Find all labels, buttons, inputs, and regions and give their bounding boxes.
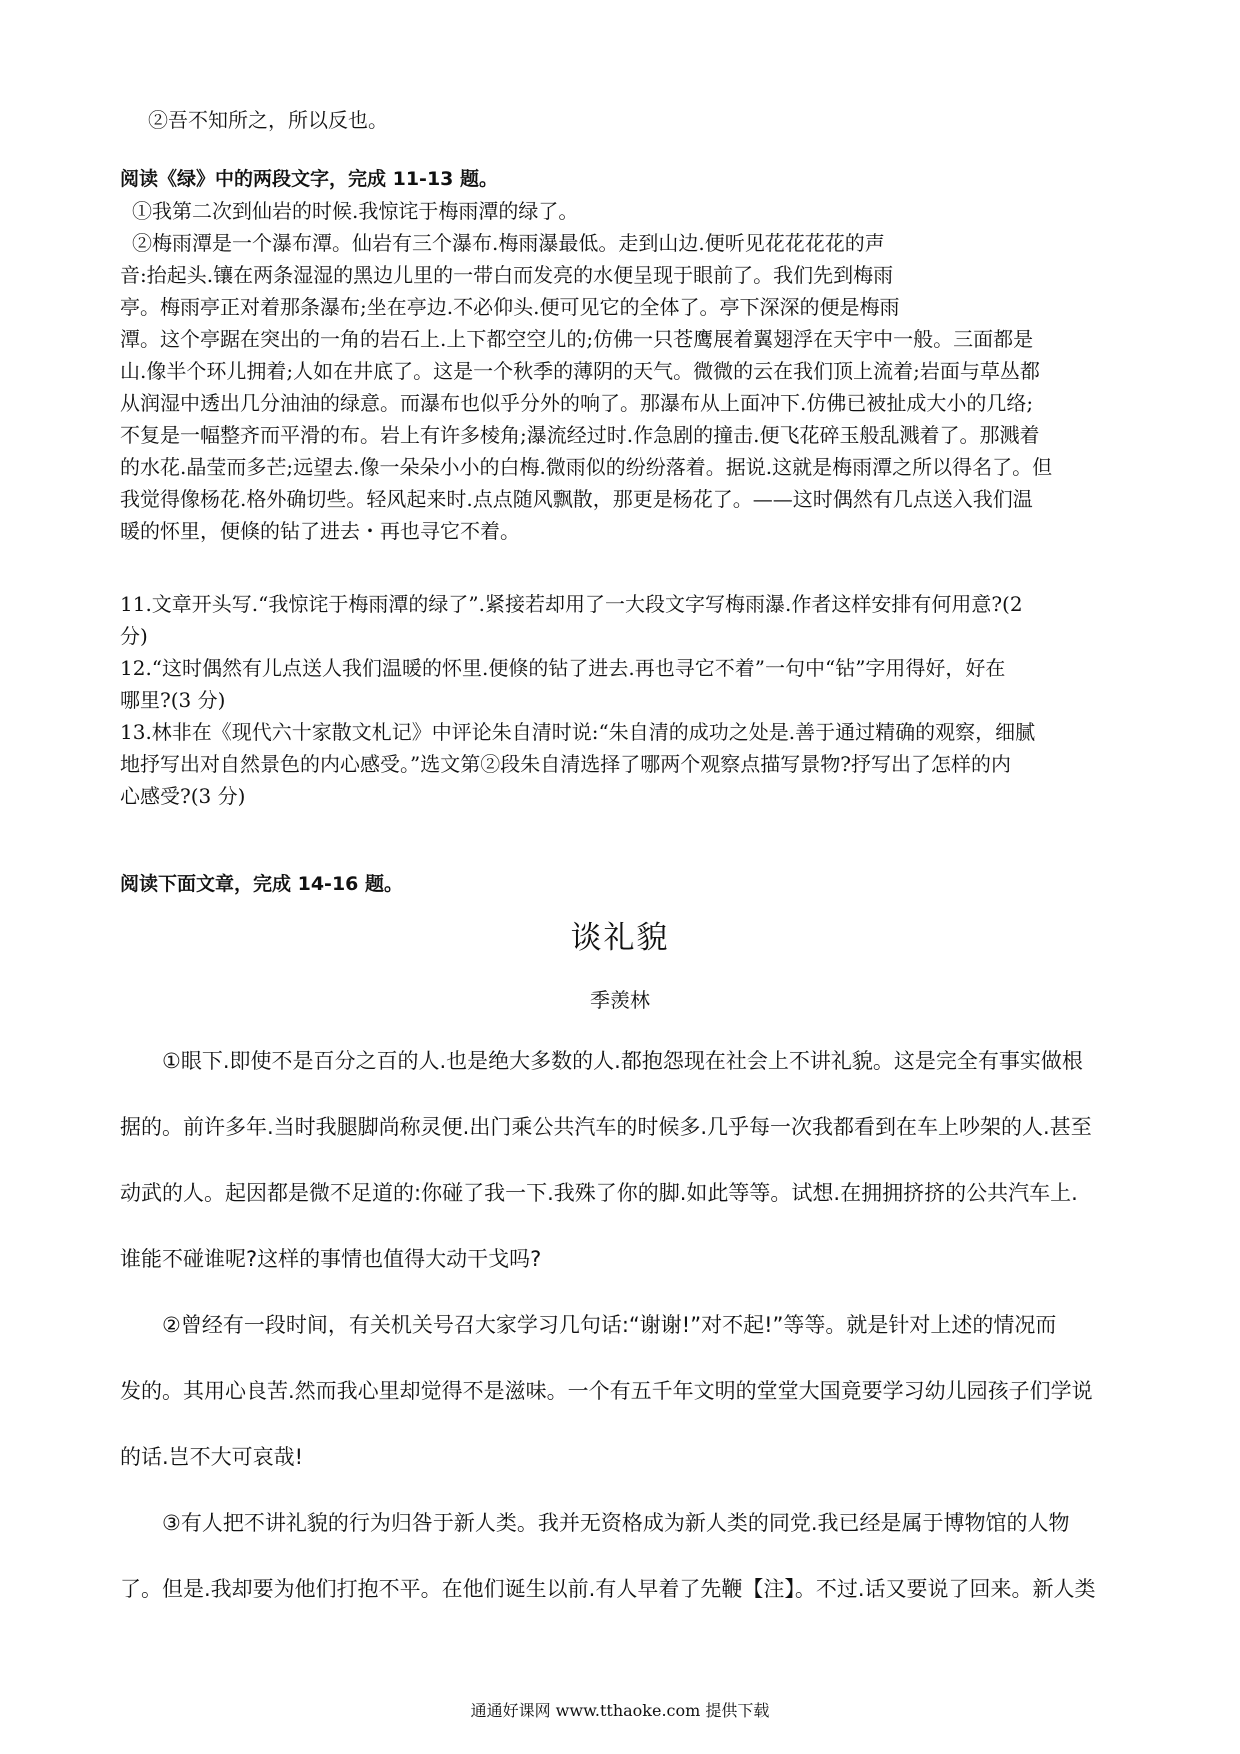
section-2-heading-block (120, 868, 1125, 900)
paragraph-2-line: 我觉得像杨花.格外确切些。轻风起来时.点点随风飘散，那更是杨花了。——这时偶然有几点送入我们温 (120, 487, 1033, 511)
question-13-cont: 心感受?(3 分) (120, 784, 246, 808)
paragraph-2-line: 的水花.晶莹而多芒;远望去.像一朵朵小小的白梅.微雨似的纷纷落着。据说.这就是梅雨潭之所以得名了。但 (120, 455, 1053, 479)
question-13: 13.林非在《现代六十家散文札记》中评论朱自清时说:“朱自清的成功之处是.善于通过精确的观察，细腻 (120, 720, 1036, 744)
question-13-cont: 地抒写出对自然景色的内心感受。”选文第②段朱自清选择了哪两个观察点描写景物?抒写出了怎样的内 (120, 752, 1011, 776)
article-line: 了。但是.我却要为他们打抱不平。在他们诞生以前.有人早着了先鞭【注】。不过.话又要说了回来。新人类 (120, 1577, 1096, 1601)
section-1-heading: 阅读《绿》中的两段文字，完成 11-13 题。 (120, 168, 498, 190)
article-author: 季羡林 (590, 988, 650, 1012)
article-paragraph-3: ③有人把不讲礼貌的行为归咎于新人类。我并无资格成为新人类的同党.我已经是属于博物馆的人物 (162, 1511, 1070, 1535)
article-line: 据的。前许多年.当时我腿脚尚称灵便.出门乘公共汽车的时候多.几乎每一次我都看到在车上吵架的人.甚至 (120, 1115, 1092, 1139)
question-11: 11.文章开头写.“我惊诧于梅雨潭的绿了”.紧接若却用了一大段文字写梅雨瀑.作者这样安排有何用意?(2 (120, 592, 1023, 616)
page-footer: 通通好课网 www.tthaoke.com 提供下载 (470, 1701, 770, 1720)
top-text-block (120, 104, 1125, 136)
article-line: 发的。其用心良苦.然而我心里却觉得不是滋味。一个有五千年文明的堂堂大国竟要学习幼儿园孩子们学说 (120, 1379, 1093, 1403)
paragraph-2-line: 音:抬起头.镶在两条湿湿的黑边儿里的一带白而发亮的水便呈现于眼前了。我们先到梅雨 (120, 263, 894, 287)
article-line: 动武的人。起因都是微不足道的:你碰了我一下.我殊了你的脚.如此等等。试想.在拥拥挤挤的公共汽车上. (120, 1181, 1078, 1205)
article-paragraph-2: ②曾经有一段时间，有关机关号召大家学习几句话:“谢谢!”对不起!”等等。就是针对上述的情况而 (162, 1313, 1057, 1337)
article-title: 谈礼貌 (570, 920, 670, 956)
question-11-cont: 分) (120, 624, 148, 648)
questions-11-13 (120, 588, 1125, 812)
paragraph-2-line: ②梅雨潭是一个瀑布潭。仙岩有三个瀑布.梅雨瀑最低。走到山边.便听见花花花花的声 (132, 231, 885, 255)
article-paragraph-1: ①眼下.即使不是百分之百的人.也是绝大多数的人.都抱怨现在社会上不讲礼貌。这是完全有事实做根 (162, 1049, 1083, 1073)
paragraph-2-line: 亭。梅雨亭正对着那条瀑布;坐在亭边.不必仰头.便可见它的全体了。亭下深深的便是梅雨 (120, 295, 900, 319)
paragraph-2-line: 不复是一幅整齐而平滑的布。岩上有许多棱角;瀑流经过时.作急剧的撞击.便飞花碎玉般乱溅着了。那溅着 (120, 423, 1040, 447)
section-1 (120, 163, 1125, 547)
paragraph-2-line: 潭。这个亭踞在突出的一角的岩石上.上下都空空儿的;仿佛一只苍鹰展着翼翅浮在天宇中一般。三面都是 (120, 327, 1034, 351)
question-12-cont: 哪里?(3 分) (120, 688, 226, 712)
paragraph-2-line: 暖的怀里，便倏的钻了进去・再也寻它不着。 (120, 519, 520, 543)
article-body (120, 1028, 1125, 1622)
paragraph-2-line: 山.像半个环儿拥着;人如在井底了。这是一个秋季的薄阴的天气。微微的云在我们顶上流着;岩面与草丛都 (120, 359, 1040, 383)
section-2-heading: 阅读下面文章，完成 14-16 题。 (120, 873, 403, 895)
paragraph-1: ①我第二次到仙岩的时候.我惊诧于梅雨潭的绿了。 (132, 199, 579, 223)
article-line: 的话.岂不大可哀哉! (120, 1445, 304, 1469)
question-12: 12.“这时偶然有儿点送人我们温暖的怀里.便倏的钻了进去.再也寻它不着”一句中“钻”字用得好，好在 (120, 656, 1006, 680)
paragraph-2-line: 从润湿中透出几分油油的绿意。而瀑布也似乎分外的响了。那瀑布从上面冲下.仿佛已被扯成大小的几络; (120, 391, 1034, 415)
article-line: 谁能不碰谁呢?这样的事情也值得大动干戈吗? (120, 1247, 542, 1271)
classical-quote-line: ②吾不知所之，所以反也。 (148, 108, 388, 132)
